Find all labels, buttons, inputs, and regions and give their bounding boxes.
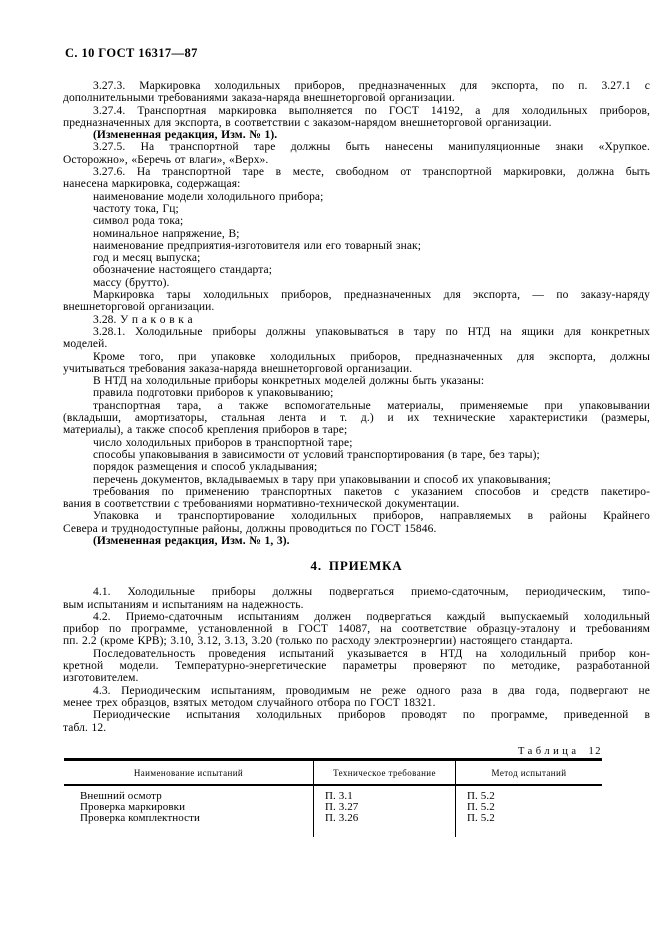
table-cell: П. 5.2	[467, 812, 495, 825]
text-line: (Измененная редакция, Изм. № 1).	[93, 129, 278, 142]
text-line: 3.28.1. Холодильные приборы должны упаковываться в тару по НТД на ящики для конкретных	[93, 325, 650, 338]
text-line: вым испытаниям и испытаниям на надежность.	[63, 598, 304, 611]
text-line: нанесена маркировка, содержащая:	[63, 178, 241, 191]
table-cell: Проверка маркировки	[80, 801, 186, 814]
table-column	[314, 786, 456, 837]
text-line: наименование предприятия-изготовителя или его товарный знак;	[93, 239, 422, 252]
text-line: (вкладыши, амортизаторы, стальная лента и т. д.) и их технические характеристики (размеры,	[63, 412, 650, 425]
text-line: обозначение настоящего стандарта;	[93, 264, 272, 277]
text-line: 3.28. У п а к о в к а	[93, 313, 193, 326]
text-line: учитываться требования заказа-наряда внешнеторговой организации.	[63, 362, 413, 375]
text-line: массу (брутто).	[93, 276, 170, 289]
table-caption-number: 12	[588, 745, 602, 757]
text-line: 3.27.3. Маркировка холодильных приборов, предназначенных для экспорта, по п. 3.27.1 с	[93, 80, 650, 92]
table-cell: Проверка комплектности	[80, 812, 201, 825]
text-line: номинальное напряжение, В;	[93, 227, 240, 240]
page-header: С. 10 ГОСТ 16317—87	[65, 46, 198, 60]
table-caption	[64, 746, 602, 757]
text-line: пп. 2.2 (кроме КРВ); 3.10, 3.12, 3.13, 3.20 (только по расходу электроэнергии) настоящего стандарта.	[63, 635, 573, 648]
text-line: способы упаковывания в зависимости от условий транспортирования (в таре, без тары);	[93, 448, 540, 461]
text-line: 4.1. Холодильные приборы должны подвергаться приемо-сдаточным, периодическим, типо-	[93, 586, 650, 599]
text-line: транспортная тара, а также вспомогательные материалы, применяемые при упаковывании	[93, 399, 650, 412]
text-line: вания в соответствии с требованиями нормативно-технической документации.	[63, 498, 460, 511]
text-line: Осторожно», «Беречь от влаги», «Верх».	[63, 153, 269, 166]
text-line: Упаковка и транспортирование холодильных приборов, направляемых в районы Крайнего	[93, 510, 650, 523]
text-line: Маркировка тары холодильных приборов, предназначенных для экспорта, — по заказу-наряду	[93, 289, 650, 302]
text-line: 4.3. Периодическим испытаниям, проводимым не реже одного раза в два года, подвергают не	[93, 684, 650, 697]
text-line: 3.27.4. Транспортная маркировка выполняется по ГОСТ 14192, а для холодильных приборов,	[93, 104, 650, 117]
table-caption-word: Таблица	[517, 745, 580, 757]
text-line: менее трех образцов, взятых методом случайного отбора по ГОСТ 18321.	[63, 696, 436, 709]
table-cell: П. 5.2	[467, 789, 495, 802]
text-line: наименование модели холодильного прибора;	[93, 190, 324, 203]
text-line: Последовательность проведения испытаний указывается в НТД на холодильный прибор кон-	[93, 647, 650, 660]
table-cell: П. 3.1	[325, 789, 353, 802]
text-line: дополнительными требованиями заказа-наряда внешнеторговой организации.	[63, 92, 455, 105]
text-line: правила подготовки приборов к упаковыванию;	[93, 387, 334, 400]
text-line: материалы), а также способ крепления приборов в таре;	[63, 424, 348, 437]
text-line: изготовителем.	[63, 672, 139, 685]
text-line: символ рода тока;	[93, 215, 184, 228]
text-line: требования по применению транспортных пакетов с указанием способов и средств пакетиро-	[93, 485, 650, 498]
text-line: порядок размещения и способ укладывания;	[93, 461, 318, 474]
section-heading: 4. ПРИЕМКА	[310, 558, 403, 574]
table-column	[64, 786, 314, 837]
text-line: Периодические испытания холодильных приборов проводят по программе, приведенной в	[93, 709, 650, 722]
text-line: год и месяц выпуска;	[93, 252, 201, 265]
text-line: Севера и труднодоступные районы, должны проводиться по ГОСТ 15846.	[63, 522, 437, 535]
text-line: частоту тока, Гц;	[93, 202, 179, 215]
table-cell: П. 3.27	[325, 801, 359, 814]
text-line: внешнеторговой организации.	[63, 301, 215, 314]
text-line: 3.27.5. На транспортной таре должны быть нанесены манипуляционные знаки «Хрупкое.	[93, 141, 650, 154]
text-line: (Измененная редакция, Изм. № 1, 3).	[93, 534, 290, 547]
table-12	[64, 758, 602, 837]
table-cell: П. 3.26	[325, 812, 359, 825]
text-line: перечень документов, вкладываемых в тару при упаковывании и способ их упаковывания;	[93, 473, 551, 486]
text-line: 4.2. Приемо-сдаточным испытаниям должен подвергаться каждый выпускаемый холодильный	[93, 610, 650, 623]
table-header-cell: Наименование испытаний	[64, 761, 314, 784]
table-cell: П. 5.2	[467, 801, 495, 814]
table-header-cell: Метод испытаний	[491, 767, 567, 778]
text-line: число холодильных приборов в транспортной таре;	[93, 436, 353, 449]
table-header-cell: Техническое требование	[314, 761, 456, 784]
document-body	[63, 80, 650, 734]
text-line: кретной модели. Температурно-энергетические параметры проверяют по методике, разработанной	[63, 660, 650, 673]
table-cell: Внешний осмотр	[80, 789, 162, 802]
text-line: прибор по программе, установленной в ГОСТ 14087, на соответствие образцу-эталону и требованиям	[63, 623, 650, 636]
text-line: В НТД на холодильные приборы конкретных моделей должны быть указаны:	[93, 375, 485, 388]
table-column	[456, 786, 602, 837]
text-line: Кроме того, при упаковке холодильных приборов, предназначенных для экспорта, должны	[93, 350, 650, 363]
table-header-row	[64, 761, 602, 786]
table-body	[64, 786, 602, 837]
text-line: моделей.	[63, 338, 108, 351]
text-line: 3.27.6. На транспортной таре в месте, свободном от транспортной маркировки, должна быть	[93, 166, 650, 179]
text-line: табл. 12.	[63, 721, 107, 734]
text-line: предназначенных для экспорта, в соответствии с заказом-нарядом внешнеторговой организации.	[63, 116, 552, 129]
